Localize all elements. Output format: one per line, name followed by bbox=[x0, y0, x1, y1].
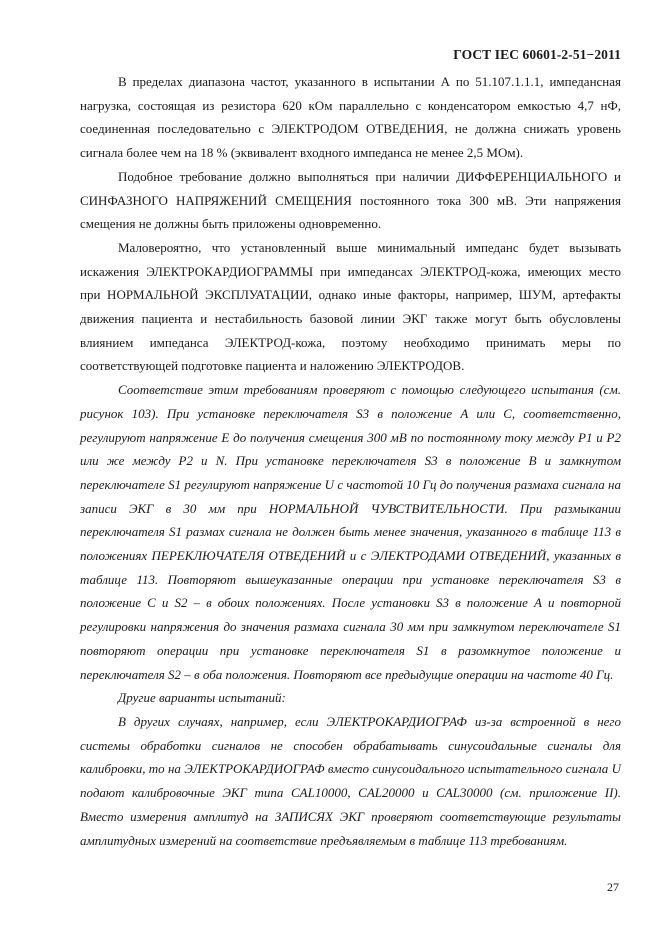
page-number: 27 bbox=[607, 880, 619, 894]
paragraph-compliance-test: Соответствие этим требованиям проверяют с помощью следующего испытания (см. рисунок 103). При установке переключателя S3 в положение А или С, соответственно, регулируют напряжение Е до получения смещения 300 мВ по постоянному току между Р1 и Р2 или же между Р2 и N. При установке переключателя S3 в положение В и замкнутом переключателе S1 регулируют напряжение U с частотой 10 Гц до получения размаха сигнала на записи ЭКГ в 30 мм при НОРМАЛЬНОЙ ЧУВСТВИТЕЛЬНОСТИ. При размыкании переключателя S1 размах сигнала не должен быть менее значения, указанного в таблице 113 в положениях ПЕРЕКЛЮЧАТЕЛЯ ОТВЕДЕНИЙ и с ЭЛЕКТРОДАМИ ОТВЕДЕНИЙ, указанных в таблице 113. Повторяют вышеуказанные операции при установке переключателя S3 в положение С и S2 – в обоих положениях. После установки S3 в положение А и повторной регулировки напряжения до значения размаха сигнала 30 мм при замкнутом переключателе S1 повторяют операции при установке переключателя S1 в разомкнутое положение и переключателя S2 – в оба положения. Повторяют все предыдущие операции на частоте 40 Гц. bbox=[80, 382, 621, 682]
paragraph-electrode-skin-impedance: Маловероятно, что установленный выше минимальный импеданс будет вызывать искажения ЭЛЕКТРОКАРДИОГРАММЫ при импедансах ЭЛЕКТРОД-кожа, имеющих место при НОРМАЛЬНОЙ ЭКСПЛУАТАЦИИ, однако иные факторы, например, ШУМ, артефакты движения пациента и нестабильность базовой линии ЭКГ также могут быть обусловлены влиянием импеданса ЭЛЕКТРОД-кожа, поэтому необходимо принимать меры по соответствующей подготовке пациента и наложению ЭЛЕКТРОДОВ. bbox=[80, 239, 621, 374]
paragraph-offset-voltage: Подобное требование должно выполняться при наличии ДИФФЕРЕНЦИАЛЬНОГО и СИНФАЗНОГО НАПРЯЖЕНИЙ СМЕЩЕНИЯ постоянного тока 300 мВ. Эти напряжения смещения не должны быть приложены одновременно. bbox=[80, 168, 621, 232]
document-code-header: ГОСТ IEC 60601-2-51−2011 bbox=[453, 47, 621, 62]
paragraph-calibration-ecg: В других случаях, например, если ЭЛЕКТРОКАРДИОГРАФ из-за встроенной в него системы обработки сигналов не способен обрабатывать синусоидальные сигналы для калибровки, то на ЭЛЕКТРОКАРДИОГРАФ вместо синусоидального испытательного сигнала U подают калибровочные ЭКГ типа CAL10000, CAL20000 и CAL30000 (см. приложение II). Вместо измерения амплитуд на ЗАПИСЯХ ЭКГ проверяют соответствующие результаты амплитудных измерений на соответствие предъявляемым в таблице 113 требованиям. bbox=[80, 713, 621, 848]
paragraph-other-tests-heading: Другие варианты испытаний: bbox=[118, 690, 286, 706]
page-body bbox=[80, 70, 621, 852]
paragraph-impedance-load: В пределах диапазона частот, указанного в испытании А по 51.107.1.1.1, импедансная нагрузка, состоящая из резистора 620 кОм параллельно с конденсатором емкостью 4,7 нФ, соединенная последовательно с ЭЛЕКТРОДОМ ОТВЕДЕНИЯ, не должна снижать уровень сигнала более чем на 18 % (эквивалент входного импеданса не менее 2,5 МОм). bbox=[80, 74, 621, 161]
